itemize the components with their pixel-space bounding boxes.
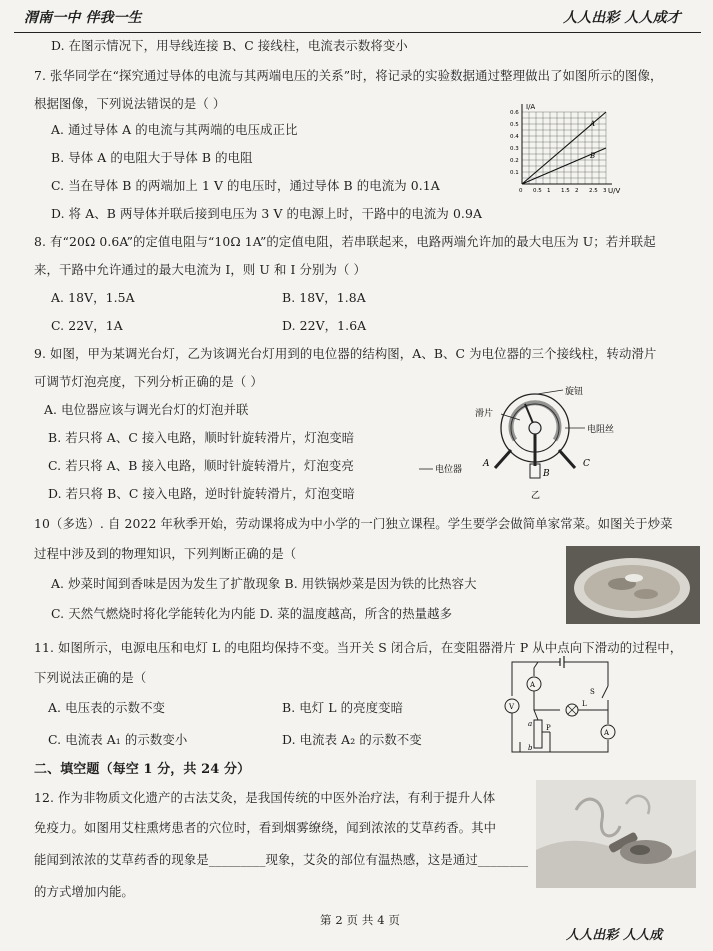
q9-stem-2: 可调节灯泡亮度，下列分析正确的是（ ） — [34, 374, 263, 389]
x-axis-label: U/V — [608, 187, 621, 195]
x-tick-label: 1 — [547, 188, 551, 194]
label-knob: 旋钮 — [565, 387, 584, 397]
label-slider: 滑片 — [475, 409, 494, 419]
label-voltmeter: V — [509, 703, 515, 711]
q7-option-c: C. 当在导体 B 的两端加上 1 V 的电压时，通过导体 B 的电流为 0.1A — [51, 178, 440, 193]
q7-option-b: B. 导体 A 的电阻大于导体 B 的电阻 — [51, 150, 253, 165]
label-end-b: b — [528, 744, 533, 752]
q10-option-cd: C. 天然气燃烧时将化学能转化为内能 D. 菜的温度越高，所含的热量越多 — [51, 606, 453, 621]
y-tick-label: 0.5 — [510, 122, 519, 128]
potentiometer-diagram — [405, 386, 615, 504]
y-tick-label: 0.1 — [510, 170, 519, 176]
label-switch: S — [590, 688, 595, 696]
q8-option-b: B. 18V，1.8A — [282, 290, 366, 305]
q9-option-d: D. 若只将 B、C 接入电路，逆时针旋转滑片，灯泡变暗 — [48, 486, 355, 501]
q11-stem-2: 下列说法正确的是（ — [34, 670, 147, 685]
q6-option-d: D. 在图示情况下，用导线连接 B、C 接线柱，电流表示数将变小 — [51, 38, 408, 53]
q11-option-d: D. 电流表 A₂ 的示数不变 — [282, 732, 422, 747]
header-right: 人人出彩 人人成才 — [563, 10, 681, 26]
label-wire: 电阻丝 — [587, 425, 615, 435]
label-terminal-a: A — [483, 459, 490, 469]
q8-stem-2: 来，干路中允许通过的最大电流为 I，则 U 和 I 分别为（ ） — [34, 262, 367, 277]
iu-graph — [502, 100, 622, 200]
q7-stem-1: 7. 张华同学在“探究通过导体的电流与其两端电压的关系”时，将记录的实验数据通过整理做出了如图所示的图像， — [34, 68, 663, 83]
q8-option-a: A. 18V，1.5A — [51, 290, 135, 305]
stir-fry-photo — [566, 546, 700, 624]
q8-option-d: D. 22V，1.6A — [282, 318, 367, 333]
q12-line-2: 免疫力。如图用艾柱熏烤患者的穴位时，看到烟雾缭绕，闻到浓浓的艾草药香。其中 — [34, 820, 497, 835]
header-rule — [14, 32, 701, 33]
circuit-diagram — [498, 656, 628, 760]
x-tick-label: 0.5 — [533, 188, 542, 194]
q10-option-ab: A. 炒菜时闻到香味是因为发生了扩散现象 B. 用铁锅炒菜是因为铁的比热容大 — [51, 576, 477, 591]
label-device: 电位器 — [435, 465, 463, 475]
y-tick-label: 0.3 — [510, 146, 519, 152]
series-label-B: B — [590, 152, 596, 160]
q12-line-3: 能闻到浓浓的艾草药香的现象是_________现象，艾灸的部位有温热感，这是通过________ — [34, 852, 529, 867]
label-terminal-c: C — [583, 459, 590, 469]
q11-option-a: A. 电压表的示数不变 — [48, 700, 166, 715]
y-tick-label: 0.2 — [510, 158, 519, 164]
footer-right: 人人出彩 人人成 — [566, 928, 663, 943]
x-tick-label: 0 — [519, 188, 523, 194]
label-yi: 乙 — [531, 491, 541, 501]
x-tick-label: 1.5 — [561, 188, 570, 194]
q9-option-b: B. 若只将 A、C 接入电路，顺时针旋转滑片，灯泡变暗 — [48, 430, 355, 445]
y-tick-label: 0.4 — [510, 134, 519, 140]
q7-option-a: A. 通过导体 A 的电流与其两端的电压成正比 — [51, 122, 298, 137]
q11-option-b: B. 电灯 L 的亮度变暗 — [282, 700, 404, 715]
section2-title: 二、填空题（每空 1 分，共 24 分） — [34, 762, 251, 777]
label-terminal-b: B — [543, 469, 550, 479]
y-axis-label: I/A — [526, 103, 536, 111]
label-lamp: L — [582, 700, 587, 708]
q7-option-d: D. 将 A、B 两导体并联后接到电压为 3 V 的电源上时，干路中的电流为 0.9A — [51, 206, 482, 221]
q10-stem-1: 10（多选）. 自 2022 年秋季开始，劳动课将成为中小学的一门独立课程。学生要学会做简单家常菜。如图关于炒菜 — [34, 516, 673, 531]
q8-stem-1: 8. 有“20Ω 0.6A”的定值电阻与“10Ω 1A”的定值电阻，若串联起来，电路两端允许加的最大电压为 U；若并联起 — [34, 234, 656, 249]
header-left: 渭南一中 伴我一生 — [24, 10, 142, 26]
series-label-A: A — [590, 120, 596, 128]
q11-stem-1: 11. 如图所示，电源电压和电灯 L 的电阻均保持不变。当开关 S 闭合后，在变阻器滑片 P 从中点向下滑动的过程中， — [34, 640, 683, 655]
label-end-a: a — [528, 720, 533, 728]
x-tick-label: 3 — [603, 188, 607, 194]
q9-option-a: A. 电位器应该与调光台灯的灯泡并联 — [44, 402, 249, 417]
q12-line-4: 的方式增加内能。 — [34, 884, 134, 899]
q7-stem-2: 根据图像，下列说法错误的是（ ） — [34, 96, 226, 111]
q8-option-c: C. 22V，1A — [51, 318, 123, 333]
label-slider-p: P — [546, 724, 551, 732]
y-tick-label: 0.6 — [510, 110, 519, 116]
q9-option-c: C. 若只将 A、B 接入电路，顺时针旋转滑片，灯泡变亮 — [48, 458, 354, 473]
q11-option-c: C. 电流表 A₁ 的示数变小 — [48, 732, 188, 747]
q9-stem-1: 9. 如图，甲为某调光台灯，乙为该调光台灯用到的电位器的结构图，A、B、C 为电位器的三个接线柱，转动滑片 — [34, 346, 657, 361]
label-ammeter-a1: A — [530, 681, 536, 689]
page-number: 第 2 页 共 4 页 — [320, 913, 401, 927]
q10-stem-2: 过程中涉及到的物理知识，下列判断正确的是（ — [34, 546, 297, 561]
label-ammeter-a2: A — [604, 729, 610, 737]
moxibustion-photo — [536, 780, 696, 888]
q12-line-1: 12. 作为非物质文化遗产的古法艾灸，是我国传统的中医外治疗法，有利于提升人体 — [34, 790, 496, 805]
x-tick-label: 2.5 — [589, 188, 598, 194]
x-tick-label: 2 — [575, 188, 579, 194]
